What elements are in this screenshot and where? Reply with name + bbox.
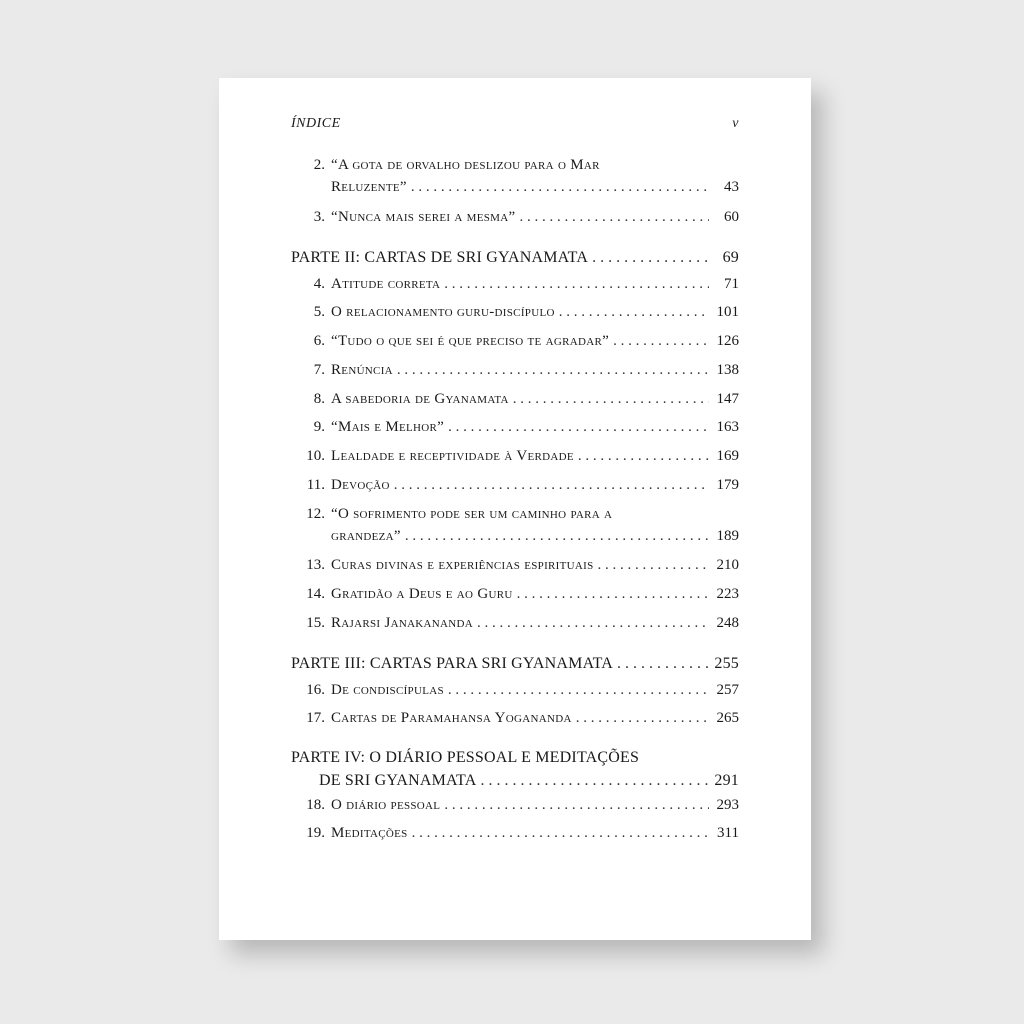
dot-leader [397,359,709,381]
page-number: 265 [716,710,739,726]
chapter-title: Lealdade e receptividade à Verdade [331,448,574,464]
toc-line [331,206,739,228]
chapter-number: 17. [306,710,325,726]
part-title: PARTE IV: O DIÁRIO PESSOAL E MEDITAÇÕES [291,749,640,766]
chapter-number: 12. [306,506,325,522]
page-number: 169 [716,448,739,464]
chapter-title: Atitude correta [331,276,441,292]
toc-chapter-entry [291,301,739,323]
chapter-title: Devoção [331,477,390,493]
page-number: 291 [714,772,739,789]
page-number: 138 [716,362,739,378]
dot-leader [559,301,709,323]
toc-chapter-entry [291,612,739,634]
chapter-title: O diário pessoal [331,797,441,813]
page-number: 69 [722,249,739,266]
dot-leader [412,822,709,844]
chapter-number: 13. [306,557,325,573]
toc-chapter-entry [291,474,739,496]
page-number: 60 [724,209,739,225]
toc-line [331,330,739,352]
chapter-title: O relacionamento guru-discípulo [331,304,555,320]
chapter-title: Curas divinas e experiências espirituais [331,557,594,573]
dot-leader [448,679,709,701]
chapter-title: “A gota de orvalho deslizou para o Mar [331,157,600,173]
chapter-number: 18. [306,797,325,813]
running-head-title: ÍNDICE [291,116,341,131]
book-page [219,78,811,940]
toc-line [291,769,739,792]
toc-line [331,359,739,381]
dot-leader [517,583,709,605]
page-number: 311 [717,825,739,841]
chapter-title: “Mais e Melhor” [331,419,445,435]
part-title: DE SRI GYANAMATA [319,772,477,789]
toc-line [331,445,739,467]
chapter-title: De condiscípulas [331,682,444,698]
toc-line [331,583,739,605]
toc-line [291,246,739,269]
chapter-title: Cartas de Paramahansa Yogananda [331,710,572,726]
toc-line [331,474,739,496]
running-head [291,116,739,136]
chapter-number: 2. [313,157,325,173]
chapter-title: “Nunca mais serei a mesma” [331,209,516,225]
toc-chapter-entry [291,679,739,701]
toc-chapter-entry [291,554,739,576]
toc-chapter-entry [291,154,739,198]
chapter-title: Rajarsi Janakananda [331,615,474,631]
toc-part-entry [291,746,739,792]
chapter-number: 19. [306,825,325,841]
toc-line [291,652,739,675]
toc-chapter-entry [291,503,739,547]
toc-chapter-entry [291,794,739,816]
toc-chapter-entry [291,330,739,352]
toc-line [331,416,739,438]
toc-line [331,273,739,295]
page-number: 147 [716,391,739,407]
toc-line [331,388,739,410]
toc-part-entry [291,652,739,675]
page-number: 223 [716,586,739,602]
toc-line [331,154,739,176]
toc-line [331,554,739,576]
toc-line [331,612,739,634]
part-title: PARTE II: CARTAS DE SRI GYANAMATA [291,249,589,266]
chapter-number: 7. [313,362,325,378]
page-number: 126 [716,333,739,349]
chapter-number: 11. [306,477,325,493]
dot-leader [480,769,708,792]
chapter-number: 9. [313,419,325,435]
dot-leader [477,612,709,634]
toc-line [331,525,739,547]
page-number: 210 [716,557,739,573]
toc-chapter-entry [291,388,739,410]
toc-line [291,746,739,769]
chapter-number: 14. [306,586,325,602]
dot-leader [513,388,709,410]
part-title: PARTE III: CARTAS PARA SRI GYANAMATA [291,655,614,672]
chapter-number: 4. [313,276,325,292]
toc-line [331,794,739,816]
toc-line [331,301,739,323]
dot-leader [613,330,709,352]
toc-line [331,707,739,729]
toc-line [331,503,739,525]
toc-line [331,176,739,198]
page-number: 101 [716,304,739,320]
chapter-number: 3. [313,209,325,225]
toc-line [331,822,739,844]
toc-chapter-entry [291,583,739,605]
chapter-number: 10. [306,448,325,464]
chapter-title: “Tudo o que sei é que preciso te agradar” [331,333,610,349]
dot-leader [519,206,709,228]
dot-leader [617,652,708,675]
chapter-title: “O sofrimento pode ser um caminho para a [331,506,613,522]
toc-chapter-entry [291,206,739,228]
chapter-title: Reluzente” [331,179,407,195]
dot-leader [444,273,709,295]
dot-leader [444,794,709,816]
chapter-number: 16. [306,682,325,698]
page-number: 179 [716,477,739,493]
toc-chapter-entry [291,273,739,295]
page-number: 163 [716,419,739,435]
toc-line [331,679,739,701]
page-number: 248 [716,615,739,631]
chapter-title: A sabedoria de Gyanamata [331,391,509,407]
running-head-page-number: v [732,116,739,131]
toc-part-entry [291,246,739,269]
page-number: 293 [716,797,739,813]
chapter-number: 6. [313,333,325,349]
page-number: 189 [716,528,739,544]
dot-leader [405,525,709,547]
chapter-number: 8. [313,391,325,407]
page-number: 71 [724,276,739,292]
dot-leader [578,445,709,467]
chapter-title: grandeza” [331,528,401,544]
dot-leader [394,474,709,496]
page-number: 255 [714,655,739,672]
dot-leader [448,416,709,438]
page-number: 257 [716,682,739,698]
chapter-number: 15. [306,615,325,631]
dot-leader [598,554,709,576]
dot-leader [576,707,709,729]
toc-chapter-entry [291,445,739,467]
chapter-title: Gratidão a Deus e ao Guru [331,586,513,602]
dot-leader [411,176,709,198]
chapter-number: 5. [313,304,325,320]
dot-leader [592,246,709,269]
toc-chapter-entry [291,359,739,381]
toc-chapter-entry [291,416,739,438]
chapter-title: Meditações [331,825,408,841]
chapter-title: Renúncia [331,362,393,378]
toc-chapter-entry [291,707,739,729]
toc-chapter-entry [291,822,739,844]
page-number: 43 [724,179,739,195]
